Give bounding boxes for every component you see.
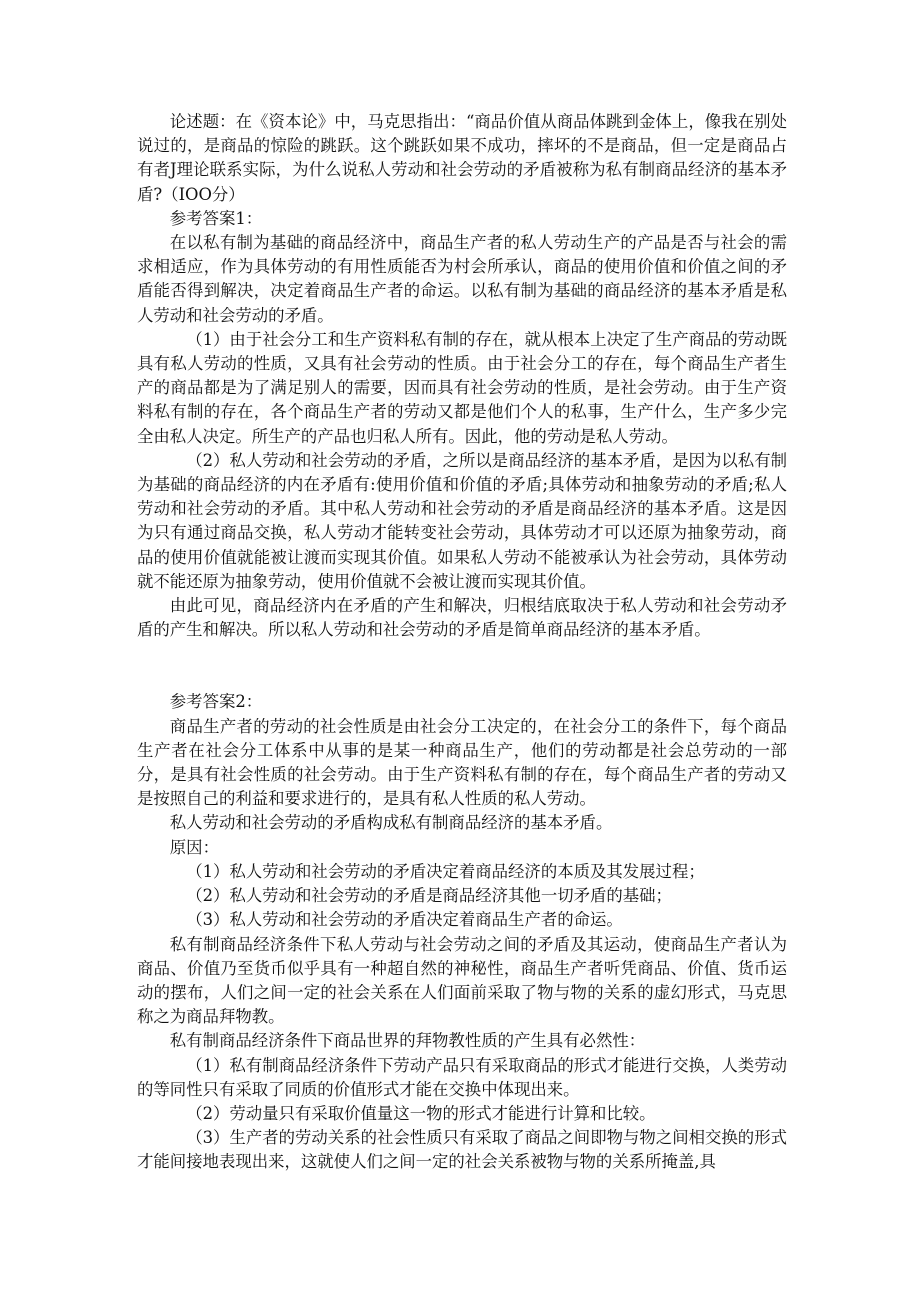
answer2-reason-label: 原因：: [169, 837, 219, 857]
answer2-paragraph-4: 私有制商品经济条件下商品世界的拜物教性质的产生具有必然性：: [169, 1031, 646, 1051]
answer1-paragraph-point1: （1）由于社会分工和生产资料私有制的存在，就从根本上决定了生产商品的劳动既具有私人劳动的性质，又具有社会劳动的性质。由于社会分工的存在，每个商品生产者生产的商品都是为了满足别人的需要，因而具有社会劳动的性质，是社会劳动。由于生产资料私有制的存在，各个商品生产者的劳动又都是他们个人的私事，生产什么，生产多少完全由私人决定。所生产的产品也归私人所有。因此，他的劳动是私人劳动。: [137, 329, 787, 446]
answer2-reason-3: （3）私人劳动和社会劳动的矛盾决定着商品生产者的命运。: [186, 910, 623, 930]
document-body: [137, 110, 787, 1175]
answer2-necessity-3: （3）生产者的劳动关系的社会性质只有采取了商品之间即物与物之间相交换的形式才能间接地表现出来，这就使人们之间一定的社会关系被物与物的关系所掩盖,具: [137, 1128, 787, 1172]
answer2-paragraph-1: 商品生产者的劳动的社会性质是由社会分工决定的，在社会分工的条件下，每个商品生产者在社会分工体系中从事的是某一种商品生产，他们的劳动都是社会总劳动的一部分，是具有社会性质的社会劳动。由于生产资料私有制的存在，每个商品生产者的劳动又是按照自己的利益和要求进行的，是具有私人性质的私人劳动。: [137, 716, 787, 809]
answer2-paragraph-3: 私有制商品经济条件下私人劳动与社会劳动之间的矛盾及其运动，使商品生产者认为商品、价值乃至货币似乎具有一种超自然的神秘性，商品生产者听凭商品、价值、货币运动的摆布，人们之间一定的社会关系在人们面前采取了物与物的关系的虚幻形式，马克思称之为商品拜物教。: [137, 934, 787, 1027]
answer2-reason-1: （1）私人劳动和社会劳动的矛盾决定着商品经济的本质及其发展过程；: [186, 861, 705, 881]
answer1-paragraph-point2: （2）私人劳动和社会劳动的矛盾，之所以是商品经济的基本矛盾，是因为以私有制为基础的商品经济的内在矛盾有:使用价值和价值的矛盾;具体劳动和抽象劳动的矛盾;私人劳动和社会劳动的矛盾。其中私人劳动和社会劳动的矛盾是商品经济的基本矛盾。这是因为只有通过商品交换，私人劳动才能转变社会劳动，具体劳动才可以还原为抽象劳动，商品的使用价值就能被让渡而实现其价值。如果私人劳动不能被承认为社会劳动，具体劳动就不能还原为抽象劳动，使用价值就不会被让渡而实现其价值。: [137, 450, 787, 591]
answer2-necessity-2: （2）劳动量只有采取价值量这一物的形式才能进行计算和比较。: [186, 1103, 656, 1123]
answer2-heading: 参考答案2：: [169, 692, 263, 712]
question-paragraph: 论述题：在《资本论》中，马克思指出：“商品价值从商品体跳到金体上，像我在别处说过的，是商品的惊险的跳跃。这个跳跃如果不成功，摔坏的不是商品，但一定是商品占有者J理论联系实际，为什么说私人劳动和社会劳动的矛盾被称为私有制商品经济的基本矛盾?（IOO分）: [137, 112, 787, 204]
answer2-reason-2: （2）私人劳动和社会劳动的矛盾是商品经济其他一切矛盾的基础；: [186, 886, 672, 906]
answer1-paragraph-intro: 在以私有制为基础的商品经济中，商品生产者的私人劳动生产的产品是否与社会的需求相适应，作为具体劳动的有用性质能否为村会所承认，商品的使用价值和价值之间的矛盾能否得到解决，决定着商品生产者的命运。以私有制为基础的商品经济的基本矛盾是私人劳动和社会劳动的矛盾。: [137, 233, 787, 325]
answer2-paragraph-2: 私人劳动和社会劳动的矛盾构成私有制商品经济的基本矛盾。: [169, 813, 613, 833]
section-spacer: [137, 642, 787, 690]
answer1-heading: 参考答案1：: [169, 208, 263, 228]
answer1-paragraph-conclusion: 由此可见，商品经济内在矛盾的产生和解决，归根结底取决于私人劳动和社会劳动矛盾的产生和解决。所以私人劳动和社会劳动的矛盾是简单商品经济的基本矛盾。: [137, 596, 787, 640]
answer2-necessity-1: （1）私有制商品经济条件下劳动产品只有采取商品的形式才能进行交换，人类劳动的等同性只有采取了同质的价值形式才能在交换中体现出来。: [137, 1055, 787, 1099]
